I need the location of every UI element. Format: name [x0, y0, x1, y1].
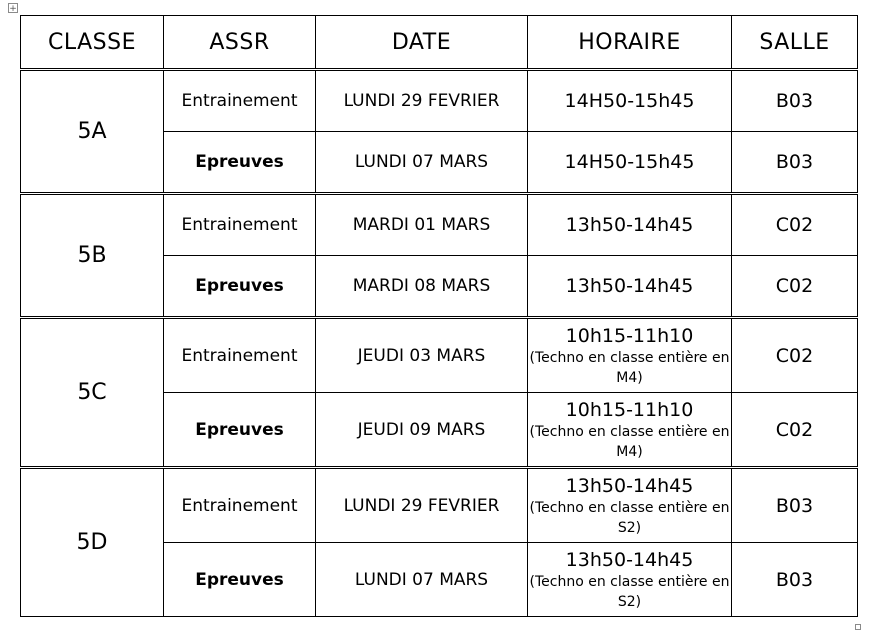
horaire-time: 13h50-14h45 — [565, 548, 694, 571]
header-assr: ASSR — [164, 16, 316, 70]
horaire-cell: 13h50-14h45 — [528, 256, 732, 318]
header-row — [21, 16, 858, 70]
classe-cell: 5C — [21, 318, 164, 468]
horaire-time: 13h50-14h45 — [565, 474, 694, 497]
date-cell: LUNDI 29 FEVRIER — [316, 468, 528, 543]
assr-cell: Entrainement — [164, 194, 316, 256]
assr-cell: Entrainement — [164, 468, 316, 543]
horaire-time: 10h15-11h10 — [565, 324, 694, 347]
salle-cell: C02 — [732, 318, 858, 393]
salle-cell: B03 — [732, 543, 858, 617]
horaire-cell — [528, 318, 732, 393]
assr-cell: Epreuves — [164, 256, 316, 318]
horaire-note: (Techno en classe entière en M4) — [529, 349, 730, 386]
table-row — [21, 194, 858, 256]
salle-cell: B03 — [732, 468, 858, 543]
assr-cell: Entrainement — [164, 70, 316, 132]
horaire-cell — [528, 393, 732, 468]
horaire-cell: 13h50-14h45 — [528, 194, 732, 256]
header-classe: CLASSE — [21, 16, 164, 70]
assr-cell: Epreuves — [164, 132, 316, 194]
horaire-time: 10h15-11h10 — [565, 398, 694, 421]
horaire-cell: 14H50-15h45 — [528, 132, 732, 194]
date-cell: LUNDI 07 MARS — [316, 132, 528, 194]
table-row — [21, 70, 858, 132]
schedule-table — [20, 15, 858, 617]
table-resize-handle-icon[interactable] — [855, 624, 861, 630]
assr-cell: Epreuves — [164, 543, 316, 617]
horaire-note: (Techno en classe entière en M4) — [529, 423, 730, 460]
assr-cell: Entrainement — [164, 318, 316, 393]
date-cell: LUNDI 29 FEVRIER — [316, 70, 528, 132]
salle-cell: B03 — [732, 70, 858, 132]
date-cell: MARDI 01 MARS — [316, 194, 528, 256]
salle-cell: C02 — [732, 194, 858, 256]
classe-cell: 5D — [21, 468, 164, 617]
classe-cell: 5B — [21, 194, 164, 318]
classe-cell: 5A — [21, 70, 164, 194]
date-cell: JEUDI 09 MARS — [316, 393, 528, 468]
salle-cell: C02 — [732, 256, 858, 318]
salle-cell: C02 — [732, 393, 858, 468]
horaire-note: (Techno en classe entière en S2) — [529, 573, 730, 610]
header-horaire: HORAIRE — [528, 16, 732, 70]
horaire-note: (Techno en classe entière en S2) — [529, 499, 730, 536]
assr-cell: Epreuves — [164, 393, 316, 468]
table-row — [21, 468, 858, 543]
date-cell: LUNDI 07 MARS — [316, 543, 528, 617]
horaire-cell — [528, 468, 732, 543]
header-salle: SALLE — [732, 16, 858, 70]
date-cell: JEUDI 03 MARS — [316, 318, 528, 393]
table-move-handle-icon[interactable]: + — [9, 4, 17, 14]
date-cell: MARDI 08 MARS — [316, 256, 528, 318]
header-date: DATE — [316, 16, 528, 70]
horaire-cell: 14H50-15h45 — [528, 70, 732, 132]
salle-cell: B03 — [732, 132, 858, 194]
horaire-cell — [528, 543, 732, 617]
table-row — [21, 318, 858, 393]
